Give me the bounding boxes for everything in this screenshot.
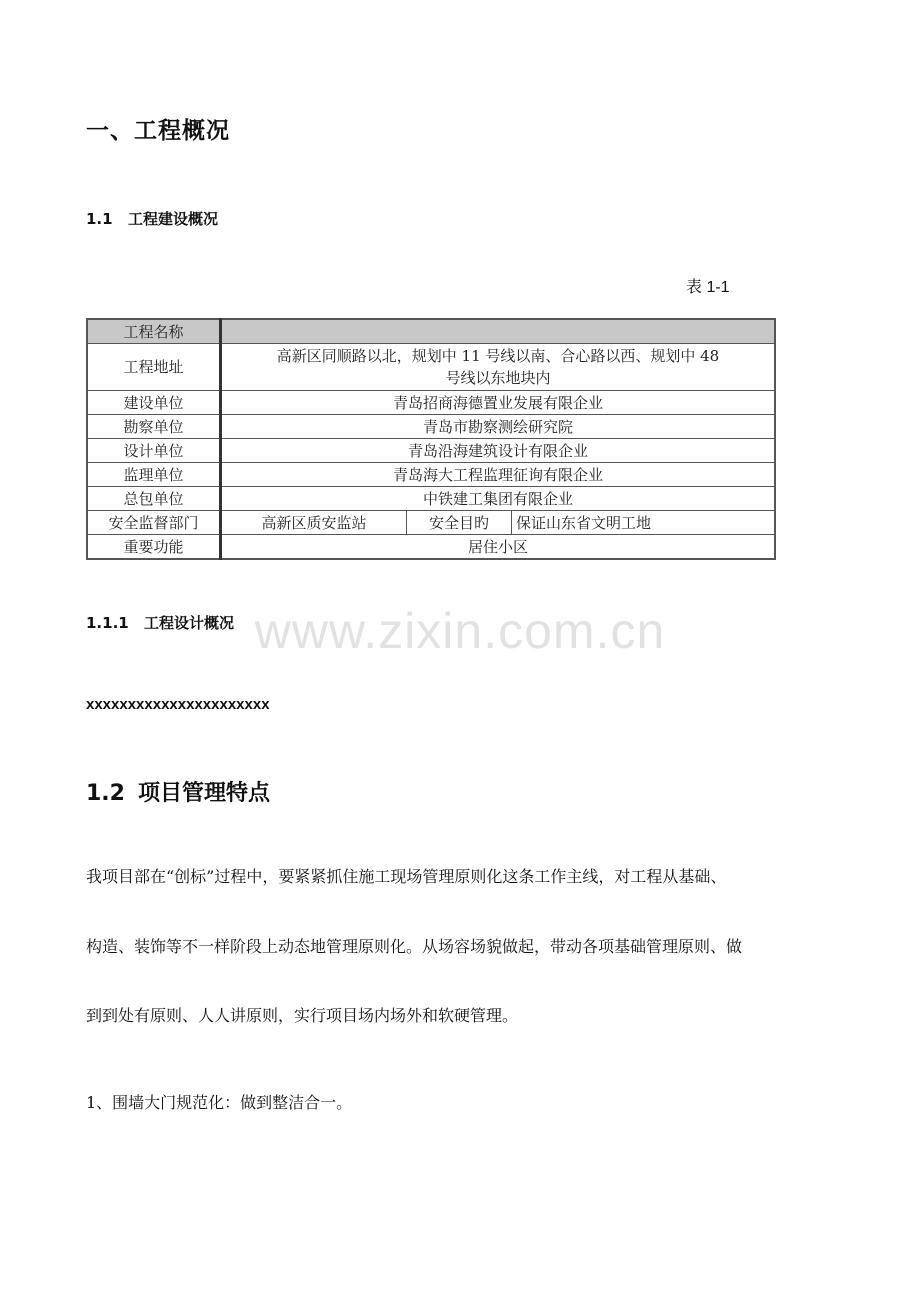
row-value	[221, 319, 776, 344]
row-label: 监理单位	[87, 463, 221, 487]
table-row	[87, 487, 775, 511]
row-value: 青岛沿海建筑设计有限企业	[221, 439, 776, 463]
table-row	[87, 391, 775, 415]
table-row	[87, 344, 775, 391]
table-row	[87, 319, 775, 344]
row-label: 工程名称	[87, 319, 221, 344]
table-row	[87, 415, 775, 439]
paragraph-line: 到到处有原则、人人讲原则，实行项目场内场外和软硬管理。	[86, 1006, 519, 1025]
row-value: 青岛招商海德置业发展有限企业	[221, 391, 776, 415]
row-label: 安全监督部门	[87, 511, 221, 535]
heading-number: 1.1.1	[86, 614, 129, 632]
row-value: 青岛海大工程监理征询有限企业	[221, 463, 776, 487]
row-label: 建设单位	[87, 391, 221, 415]
placeholder-text: xxxxxxxxxxxxxxxxxxxxxx	[86, 696, 270, 713]
list-item: 1、围墙大门规范化：做到整洁合一。	[86, 1093, 353, 1112]
table-caption: 表 1-1	[686, 279, 730, 296]
heading-1-1	[86, 208, 218, 229]
address-line-1: 高新区同顺路以北，规划中 11 号线以南、合心路以西、规划中 48	[276, 347, 720, 365]
row-label: 勘察单位	[87, 415, 221, 439]
target-value: 保证山东省文明工地	[512, 511, 776, 535]
row-label: 总包单位	[87, 487, 221, 511]
row-value	[221, 344, 776, 391]
heading-text: 工程建设概况	[128, 210, 219, 228]
paragraph-line: 我项目部在“创标”过程中，要紧紧抓住施工现场管理原则化这条工作主线，对工程从基础、	[86, 867, 727, 886]
heading-text: 项目管理特点	[138, 781, 271, 806]
row-label: 工程地址	[87, 344, 221, 391]
heading-text: 工程设计概况	[144, 614, 235, 632]
table-row	[87, 535, 775, 560]
table-row	[87, 439, 775, 463]
section-title: 一、工程概况	[86, 118, 230, 144]
heading-number: 1.2	[86, 781, 125, 806]
row-value: 青岛市勘察测绘研究院	[221, 415, 776, 439]
row-label: 设计单位	[87, 439, 221, 463]
target-label: 安全目旳	[407, 511, 512, 535]
row-value: 高新区质安监站	[221, 511, 407, 535]
watermark: www.zixin.com.cn	[254, 603, 666, 659]
row-value: 中铁建工集团有限企业	[221, 487, 776, 511]
project-info-table	[86, 318, 776, 560]
address-line-2: 号线以东地块内	[445, 369, 551, 387]
paragraph-line: 构造、装饰等不一样阶段上动态地管理原则化。从场容场貌做起，带动各项基础管理原则、做	[86, 937, 743, 956]
heading-1-2	[86, 776, 270, 807]
row-label: 重要功能	[87, 535, 221, 560]
table-row	[87, 463, 775, 487]
row-value: 居住小区	[221, 535, 776, 560]
heading-number: 1.1	[86, 210, 113, 228]
table-row	[87, 511, 775, 535]
